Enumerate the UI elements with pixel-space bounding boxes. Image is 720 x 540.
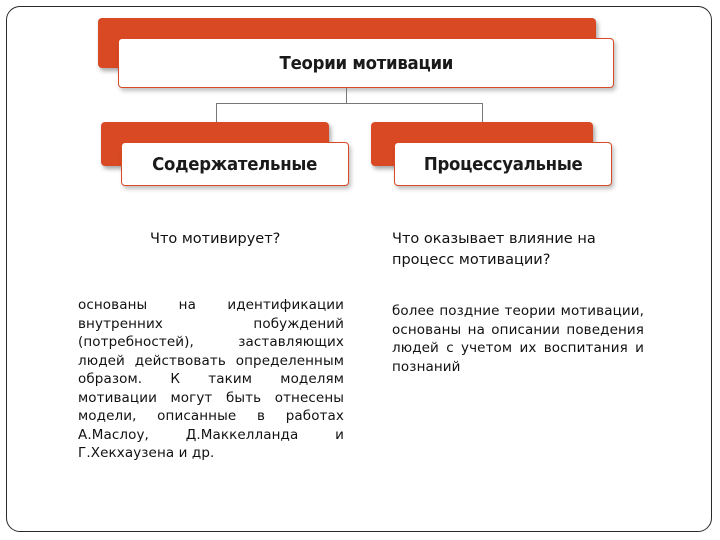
description-process: более поздние теории мотивации, основаны на описании поведения людей с учетом их воспитания и познаний — [392, 303, 644, 375]
question-process: Что оказывает влияние на процесс мотивации? — [392, 231, 596, 268]
root-node — [118, 38, 614, 88]
connector-right-down — [482, 103, 483, 123]
branch-label-content: Содержательные — [152, 153, 318, 175]
branch-label-process: Процессуальные — [423, 153, 583, 175]
description-content: основаны на идентификации внутренних побуждений (потребностей), заставляющих людей действовать определенным образом. К таким моделям мотивации могут быть отнесены модели, описанные в работах А.Маслоу, Д.Маккелланда и Г.Хекхаузена и др. — [78, 297, 344, 461]
question-content: Что мотивирует? — [150, 231, 281, 247]
branch-node-process — [394, 142, 612, 186]
root-node-label: Теории мотивации — [279, 52, 453, 74]
connector-root-down — [346, 88, 347, 104]
branch-node-content — [121, 142, 349, 186]
connector-horizontal — [216, 103, 482, 104]
connector-left-down — [216, 103, 217, 123]
